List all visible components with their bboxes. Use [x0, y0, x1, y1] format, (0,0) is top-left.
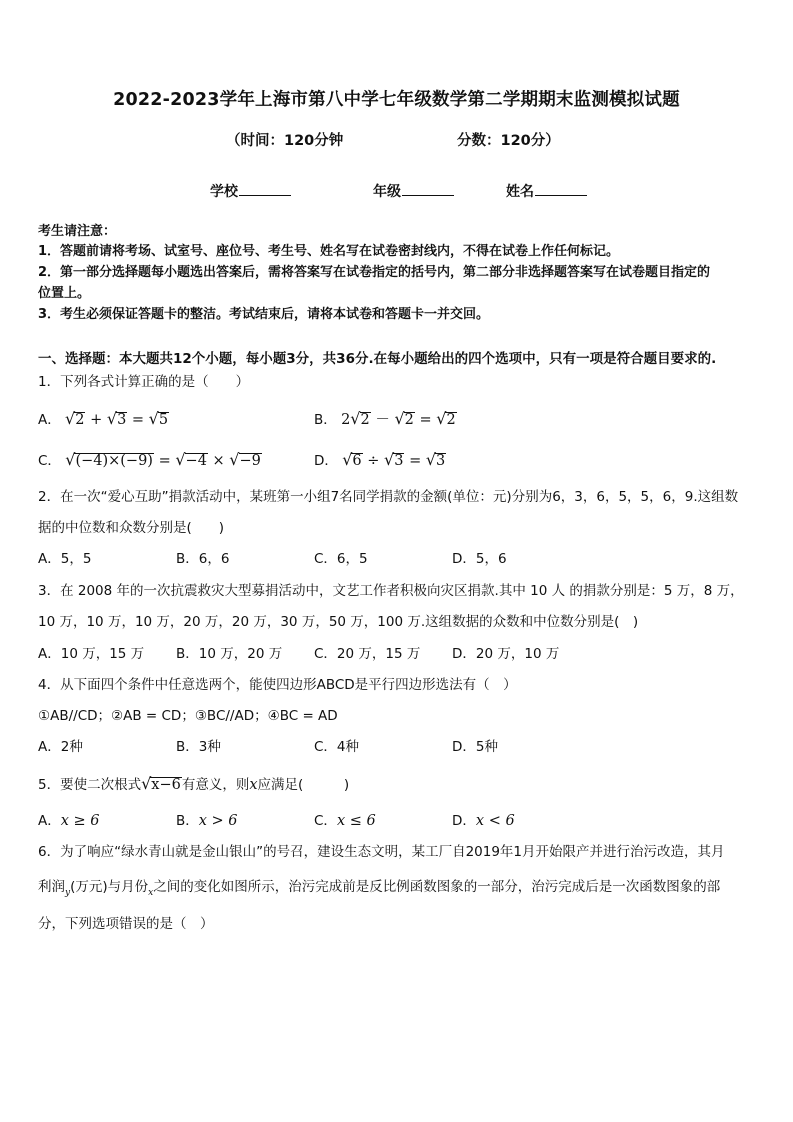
- q5-option-b[interactable]: B．x > 6: [176, 813, 238, 829]
- notice-item-2: 2．第一部分选择题每小题选出答案后，需将答案写在试卷指定的括号内，第二部分非选择题答案写在试卷题目指定的: [38, 265, 711, 280]
- q2-line-1: 2．在一次“爱心互助”捐款活动中，某班第一小组7名同学捐款的金额(单位：元)分别为6，3，6，5，5，6，9.这组数: [38, 489, 739, 505]
- grade-label: 年级: [373, 184, 401, 200]
- notice-heading: 考生请注意：: [38, 224, 117, 239]
- option-label: C．: [38, 453, 61, 469]
- grade-blank[interactable]: [402, 183, 454, 196]
- name-blank[interactable]: [535, 183, 587, 196]
- grade-field[interactable]: [373, 181, 454, 201]
- q3-option-d[interactable]: D．20 万，10 万: [452, 646, 560, 662]
- q6-line-3: 分，下列选项错误的是（ ）: [38, 916, 214, 932]
- name-field[interactable]: [506, 181, 587, 201]
- notice-item-1: 1．答题前请将考场、试室号、座位号、考生号、姓名写在试卷密封线内，不得在试卷上作任何标记。: [38, 244, 620, 259]
- q3-option-c[interactable]: C．20 万，15 万: [314, 646, 421, 662]
- q6-line-1: 6．为了响应“绿水青山就是金山银山”的号召，建设生态文明，某工厂自2019年1月开始限产并进行治污改造，其月: [38, 844, 725, 860]
- school-blank[interactable]: [239, 183, 291, 196]
- q4-conditions: ①AB//CD；②AB = CD；③BC//AD；④BC = AD: [38, 708, 338, 724]
- q1-option-c[interactable]: C． √(−4)×(−9) = √−4 × √−9: [38, 450, 261, 469]
- q1-option-b[interactable]: B． 2√2 － √2 = √2: [314, 409, 456, 428]
- q4-option-d[interactable]: D．5种: [452, 739, 498, 755]
- q2-option-a[interactable]: A．5，5: [38, 551, 92, 567]
- q2-option-d[interactable]: D．5，6: [452, 551, 507, 567]
- q2-option-c[interactable]: C．6，5: [314, 551, 368, 567]
- q3-line-2: 10 万，10 万，10 万，20 万，20 万，30 万，50 万，100 万.这组数据的众数和中位数分别是( ): [38, 614, 639, 630]
- q1-stem: 1．下列各式计算正确的是（ ）: [38, 374, 250, 390]
- school-field[interactable]: [210, 181, 291, 201]
- exam-title: 2022-2023学年上海市第八中学七年级数学第二学期期末监测模拟试题: [113, 90, 680, 110]
- school-label: 学校: [210, 184, 238, 200]
- option-label: B．: [314, 412, 337, 428]
- section-heading: 一、选择题：本大题共12个小题，每小题3分，共36分.在每小题给出的四个选项中，只有一项是符合题目要求的.: [38, 351, 717, 367]
- option-label: D．: [314, 453, 338, 469]
- q4-line-1: 4．从下面四个条件中任意选两个，能使四边形ABCD是平行四边形选法有（ ）: [38, 677, 517, 693]
- name-label: 姓名: [506, 184, 534, 200]
- q4-option-b[interactable]: B．3种: [176, 739, 221, 755]
- notice-item-2-cont: 位置上。: [38, 286, 91, 301]
- q1-option-a[interactable]: A． √2 + √3 = √5: [38, 409, 169, 428]
- q5-stem: 5．要使二次根式√x−6有意义，则x应满足( ): [38, 774, 350, 793]
- q3-option-a[interactable]: A．10 万，15 万: [38, 646, 145, 662]
- q6-line-2: 利润$_y$(万元)与月份$_x$之间的变化如图所示，治污完成前是反比例函数图象的一部分，治污完成后是一次函数图象的部: [38, 879, 721, 898]
- notice-item-3: 3．考生必须保证答题卡的整洁。考试结束后，请将本试卷和答题卡一并交回。: [38, 307, 490, 322]
- q4-option-c[interactable]: C．4种: [314, 739, 360, 755]
- q5-option-a[interactable]: A．x ≥ 6: [38, 813, 100, 829]
- exam-time: （时间：120分钟: [226, 133, 344, 149]
- option-label: A．: [38, 412, 61, 428]
- q5-option-d[interactable]: D．x < 6: [452, 813, 515, 829]
- q1-option-d[interactable]: D． √6 ÷ √3 = √3: [314, 450, 446, 469]
- q3-option-b[interactable]: B．10 万，20 万: [176, 646, 283, 662]
- q3-line-1: 3．在 2008 年的一次抗震救灾大型募捐活动中，文艺工作者积极向灾区捐款.其中 10 人 的捐款分别是：5 万，8 万，: [38, 583, 744, 599]
- q4-option-a[interactable]: A．2种: [38, 739, 83, 755]
- q2-option-b[interactable]: B．6，6: [176, 551, 230, 567]
- q5-option-c[interactable]: C．x ≤ 6: [314, 813, 376, 829]
- exam-score: 分数：120分）: [457, 133, 560, 149]
- q2-line-2: 据的中位数和众数分别是( ): [38, 520, 225, 536]
